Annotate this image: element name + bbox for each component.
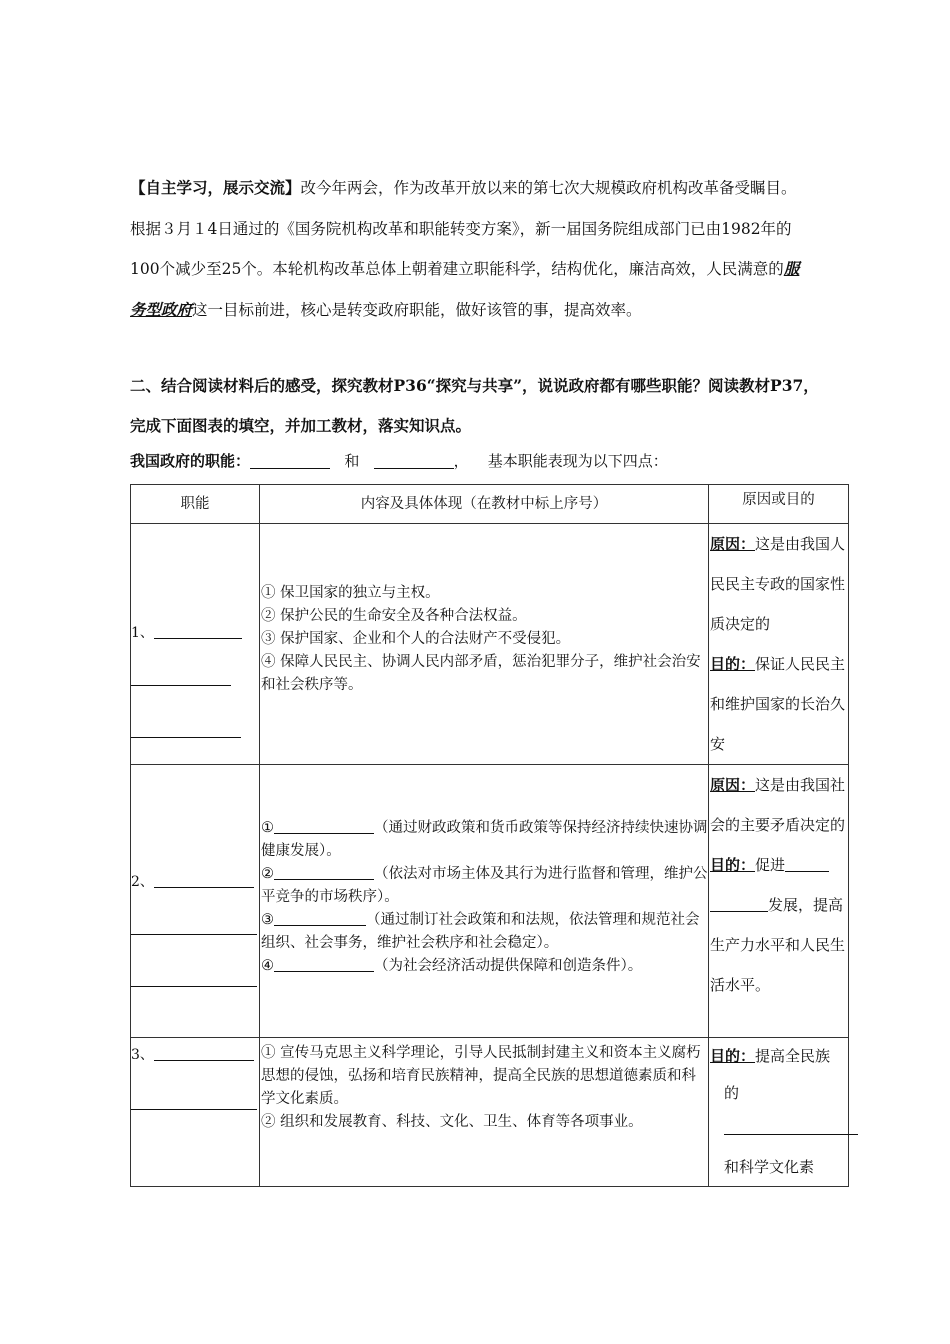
row2-blank-3[interactable]	[131, 971, 257, 987]
functions-tail: 基本职能表现为以下四点：	[487, 452, 668, 470]
row3-purpose-de: 的	[724, 1084, 740, 1102]
row2-number: 2、	[131, 874, 154, 890]
intro-heading: 【自主学习，展示交流】	[130, 178, 301, 197]
question-two: 二、结合阅读材料后的感受，探究教材P36“探究与共享”，说说政府都有哪些职能？阅读教材P37，完成下面图表的填空，并加工教材，落实知识点。	[130, 376, 819, 435]
row3-purpose-tail: 和科学文化素	[724, 1158, 815, 1176]
functions-table	[130, 484, 849, 1187]
row1-reason-label: 原因：	[710, 535, 756, 553]
row1-purpose-label: 目的：	[710, 655, 756, 673]
row2-item-1-text: （通过财政政策和货币政策等保持经济持续快速协调健康发展）。	[261, 820, 708, 859]
row3-blank-2[interactable]	[131, 1094, 257, 1110]
row1-item-4: ④ 保障人民民主、协调人民内部矛盾，惩治犯罪分子，维护社会治安和社会秩序等。	[261, 654, 701, 693]
row2-item-4-text: （为社会经济活动提供保障和创造条件）。	[374, 958, 643, 974]
row2-item-4	[261, 955, 708, 978]
row2-item-4-blank[interactable]	[274, 956, 374, 972]
header-content: 内容及具体体现（在教材中标上序号）	[260, 485, 709, 524]
function-cell-2	[131, 765, 260, 1038]
row2-purpose-blank-1[interactable]	[785, 856, 829, 872]
row1-blank-1[interactable]	[154, 623, 242, 639]
row2-reason-label: 原因：	[710, 776, 756, 794]
row2-item-4-number: ④	[261, 958, 274, 974]
functions-label: 我国政府的职能：	[130, 452, 251, 470]
row2-item-1-number: ①	[261, 820, 274, 836]
row2-purpose-label: 目的：	[710, 856, 756, 874]
row2-item-3-number: ③	[261, 912, 274, 928]
functions-and: 和	[344, 452, 360, 470]
row2-purpose-blank-2[interactable]	[710, 896, 768, 912]
functions-line	[130, 448, 830, 474]
intro-paragraph	[130, 168, 810, 330]
row3-purpose-text: 提高全民族	[755, 1047, 831, 1065]
content-cell-3	[260, 1038, 709, 1187]
row3-purpose-blank[interactable]	[724, 1120, 858, 1135]
reason-cell-2	[709, 765, 849, 1038]
row2-reason-text: 这是由我国社会的主要矛盾决定的	[710, 776, 846, 834]
function-blank-2[interactable]	[374, 452, 454, 469]
header-reason: 原因或目的	[709, 485, 849, 524]
functions-comma: ，	[453, 452, 469, 470]
row1-blank-3[interactable]	[131, 722, 241, 738]
row3-item-1: ① 宣传马克思主义科学理论，引导人民抵制封建主义和资本主义腐朽思想的侵蚀，弘扬和培育民族精神，提高全民族的思想道德素质和科学文化素质。	[261, 1045, 701, 1107]
row2-item-2-number: ②	[261, 866, 274, 882]
row2-item-3-text: （通过制订社会政策和和法规，依法管理和规范社会组织、社会事务，维护社会秩序和社会稳定）。	[261, 912, 700, 951]
row2-purpose-pre: 促进	[755, 856, 786, 874]
row2-item-1-blank[interactable]	[274, 818, 374, 834]
row2-blank-1[interactable]	[154, 872, 254, 888]
table-row	[131, 1038, 849, 1187]
row3-blank-1[interactable]	[154, 1045, 254, 1061]
intro-emphasis: 服务型政府	[130, 259, 800, 319]
reason-cell-1	[709, 524, 849, 765]
purpose-cell-3	[709, 1038, 849, 1187]
row1-number: 1、	[131, 625, 154, 641]
row3-item-2: ② 组织和发展教育、科技、文化、卫生、体育等各项事业。	[261, 1114, 643, 1130]
content-cell-1	[260, 524, 709, 765]
row1-reason-text: 这是由我国人民民主专政的国家性质决定的	[710, 535, 846, 633]
row1-blank-2[interactable]	[131, 670, 231, 686]
function-cell-3	[131, 1038, 260, 1187]
row3-number: 3、	[131, 1047, 154, 1063]
function-cell-1	[131, 524, 260, 765]
row2-item-3	[261, 909, 708, 955]
intro-text-end: 这一目标前进，核心是转变政府职能，做好该管的事，提高效率。	[192, 300, 642, 319]
intro-text: 改今年两会，作为改革开放以来的第七次大规模政府机构改革备受瞩目。根据３月１4日通过的《国务院机构改革和职能转变方案》，新一届国务院组成部门已由1982年的100个减少至25个。本轮机构改革总体上朝着建立职能科学，结构优化，廉洁高效，人民满意的	[130, 179, 797, 278]
row1-item-2: ② 保护公民的生命安全及各种合法权益。	[261, 608, 527, 624]
row2-purpose-post: 发展，提高生产力水平和人民生活水平。	[710, 896, 846, 994]
function-blank-1[interactable]	[250, 452, 330, 469]
row2-item-2-text: （依法对市场主体及其行为进行监督和管理，维护公平竞争的市场秩序）。	[261, 866, 708, 905]
content-cell-2	[260, 765, 709, 1038]
row2-item-2-blank[interactable]	[274, 864, 374, 880]
row1-item-3: ③ 保护国家、企业和个人的合法财产不受侵犯。	[261, 631, 571, 647]
table-header-row	[131, 485, 849, 524]
table-row	[131, 524, 849, 765]
row3-purpose-label: 目的：	[710, 1047, 756, 1065]
row2-item-2	[261, 863, 708, 909]
row2-blank-2[interactable]	[131, 919, 257, 935]
row2-item-3-blank[interactable]	[274, 910, 366, 926]
header-function: 职能	[131, 485, 260, 524]
row1-item-1: ① 保卫国家的独立与主权。	[261, 585, 440, 601]
table-row	[131, 765, 849, 1038]
row1-purpose-text: 保证人民民主和维护国家的长治久安	[710, 655, 846, 753]
row2-item-1	[261, 817, 708, 863]
